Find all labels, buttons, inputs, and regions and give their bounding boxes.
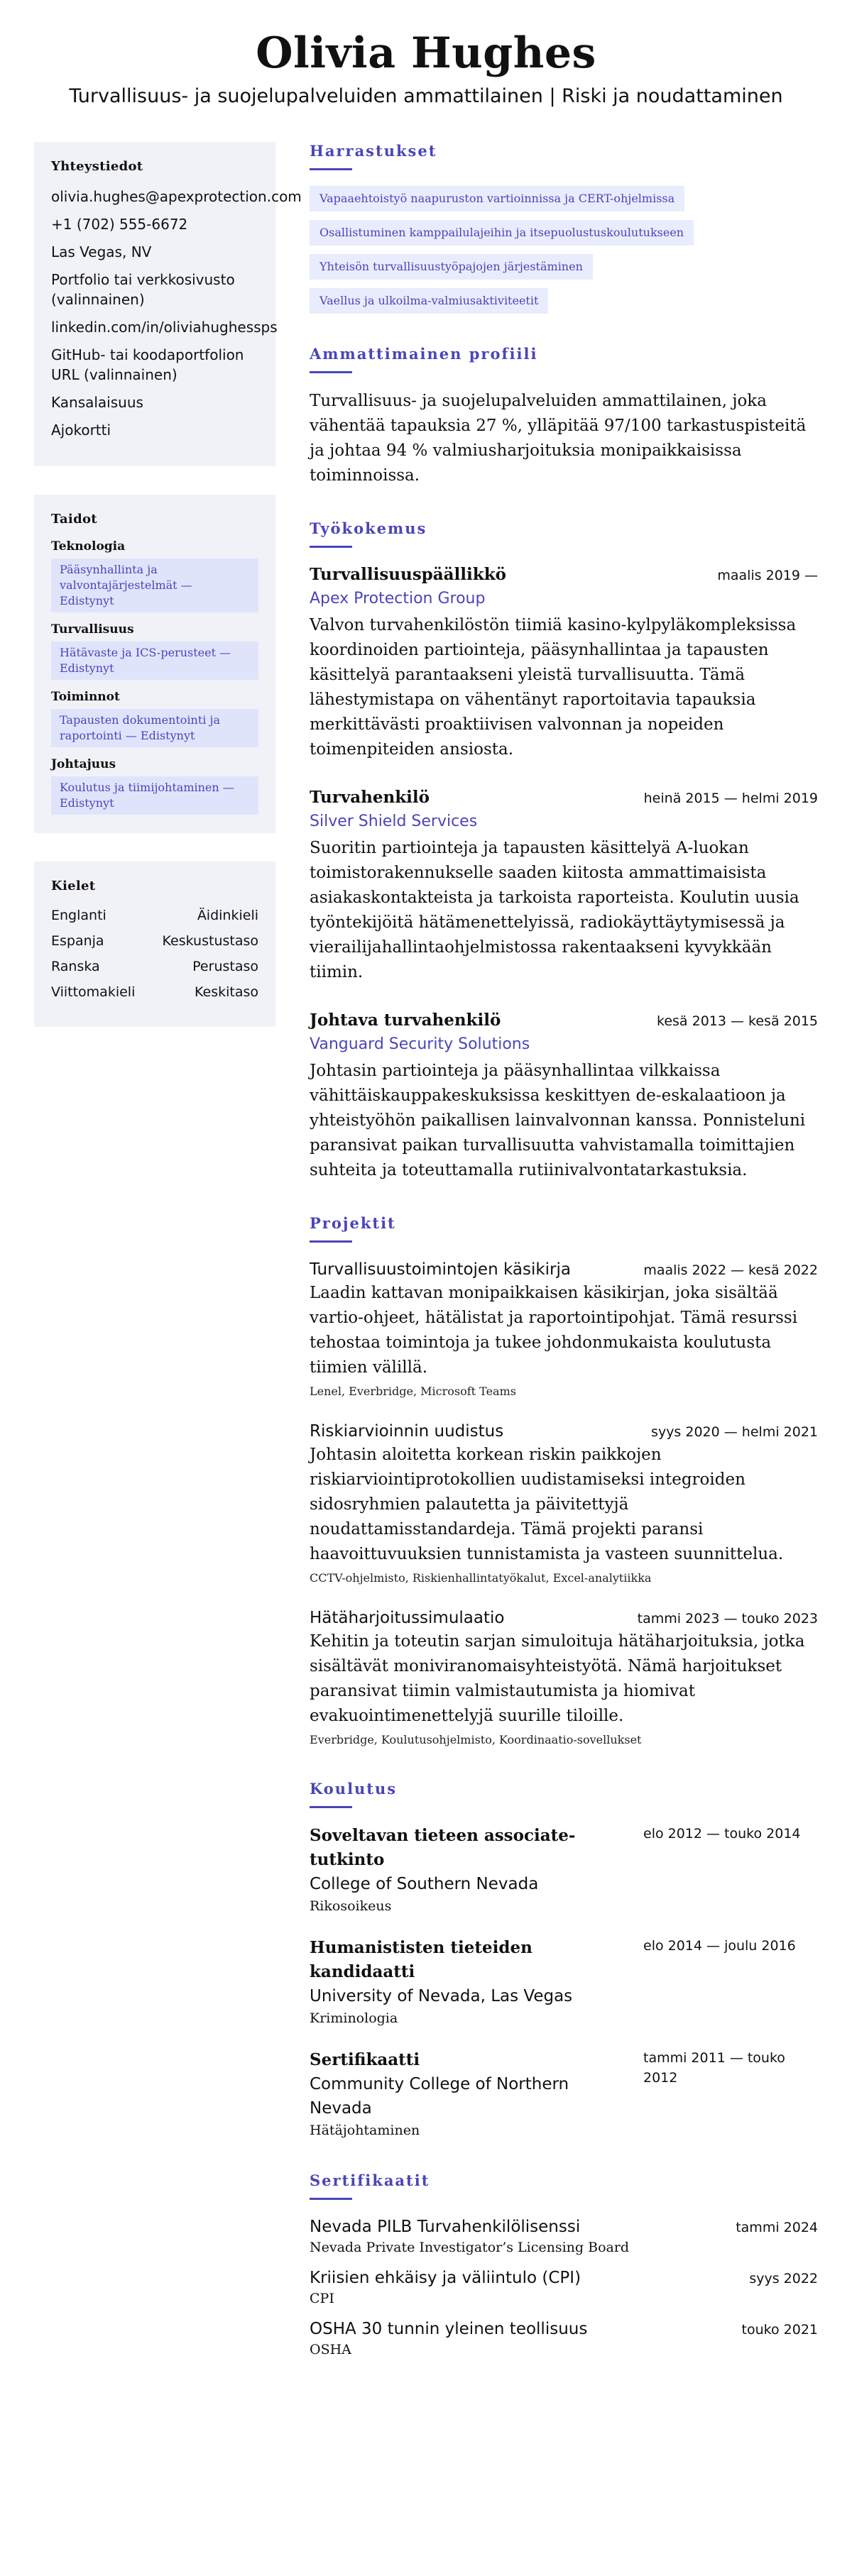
- contact-title: Yhteystiedot: [51, 159, 143, 174]
- language-row: [51, 983, 258, 1002]
- language-name: Viittomakieli: [51, 984, 136, 1000]
- language-row: [51, 932, 258, 951]
- language-name: Espanja: [51, 933, 104, 949]
- job-entry: [310, 786, 818, 985]
- certification-entry: [310, 2216, 818, 2257]
- language-level: Äidinkieli: [197, 908, 258, 923]
- project-header: [310, 1258, 818, 1281]
- education-school: Community College of Northern Nevada: [310, 2075, 569, 2118]
- project-date: tammi 2023 — touko 2023: [637, 1611, 818, 1626]
- language-name: Englanti: [51, 908, 106, 923]
- project-name: Riskiarvioinnin uudistus: [310, 1422, 504, 1441]
- project-entry: [310, 1258, 818, 1400]
- job-date: heinä 2015 — helmi 2019: [643, 791, 818, 806]
- project-description: Johtasin aloitetta korkean riskin paikkojen riskiarviointiprotokollien uudistamiseksi integroiden sidosryhmien palautetta ja päivitettyjä noudattamisstandardeja. Tämä projekti paransi haavoittuvuuksien tunnistamista ja vasteen suunnittelua.: [310, 1446, 784, 1563]
- projects-title: Projektit: [310, 1214, 396, 1232]
- experience-title: Työkokemus: [310, 519, 427, 537]
- experience-section: [310, 519, 818, 1183]
- skill-category: Teknologia: [51, 539, 126, 554]
- projects-section: [310, 1214, 818, 1749]
- project-entry: [310, 1420, 818, 1587]
- contact-phone[interactable]: +1 (702) 555-6672: [51, 216, 188, 233]
- certifications-section: [310, 2172, 818, 2359]
- education-entry: [310, 1936, 818, 2028]
- contact-panel: [34, 142, 302, 466]
- language-level: Perustaso: [192, 959, 258, 974]
- section-divider: [310, 2198, 352, 2200]
- job-entry: [310, 563, 818, 762]
- education-school: College of Southern Nevada: [310, 1875, 539, 1893]
- job-description: Valvon turvahenkilöstön tiimiä kasino-kylpyläkompleksissa koordinoiden partiointeja, pääsynhallintaa ja tapausten käsittelyä parantaakseni yleistä turvallisuutta. Tämä lähestymistapa on vähentänyt raportoitavia tapauksia merkittävästi proaktiivisen valvonnan ja nopeiden toimenpiteiden ansiosta.: [310, 616, 797, 759]
- certification-name: Kriisien ehkäisy ja väliintulo (CPI): [310, 2269, 581, 2287]
- section-divider: [310, 1240, 352, 1243]
- education-field: Kriminologia: [310, 2010, 398, 2026]
- education-entry: [310, 2048, 818, 2140]
- education-school: University of Nevada, Las Vegas: [310, 1987, 573, 2005]
- education-date: tammi 2011 — touko 2012: [643, 2050, 785, 2086]
- language-row: [51, 957, 258, 976]
- profile-summary: Turvallisuus- ja suojelupalveluiden ammattilainen, joka vähentää tapauksia 27 %, ylläpitää 97/100 tarkastuspisteitä ja johtaa 94 % valmiusharjoituksia monipaikkaisissa toiminnoissa.: [310, 392, 807, 485]
- skills-title: Taidot: [51, 512, 97, 527]
- skill-item: Tapausten dokumentointi ja raportointi — Edistynyt: [51, 709, 258, 747]
- project-description: Kehitin ja toteutin sarjan simuloituja hätäharjoituksia, jotka sisältävät moniviranomaisyhteistyötä. Nämä harjoitukset paransivat tiimin valmistautumista ja hiomivat evakuointimenettelyjä suurille tiloille.: [310, 1632, 805, 1725]
- project-entry: [310, 1607, 818, 1749]
- job-company: Apex Protection Group: [310, 590, 486, 607]
- job-header: [310, 786, 818, 809]
- language-name: Ranska: [51, 959, 100, 974]
- profile-title: Ammattimainen profiili: [310, 345, 538, 363]
- certification-date: tammi 2024: [736, 2220, 818, 2235]
- job-header: [310, 563, 818, 586]
- section-divider: [310, 371, 352, 373]
- education-degree: Humanististen tieteiden kandidaatti: [310, 1938, 532, 1981]
- section-divider: [310, 1806, 352, 1808]
- education-field: Hätäjohtaminen: [310, 2123, 420, 2138]
- contact-citizenship: Kansalaisuus: [51, 394, 143, 411]
- contact-location: Las Vegas, NV: [51, 243, 152, 260]
- project-header: [310, 1420, 818, 1443]
- contact-email[interactable]: olivia.hughes@apexprotection.com: [51, 188, 302, 205]
- hobby-chip: Yhteisön turvallisuustyöpajojen järjestäminen: [310, 254, 593, 280]
- skill-item: Koulutus ja tiimijohtaminen — Edistynyt: [51, 776, 258, 815]
- certification-entry: [310, 2267, 818, 2308]
- hobbies-section: [310, 142, 818, 314]
- profile-section: [310, 345, 818, 488]
- job-date: kesä 2013 — kesä 2015: [657, 1013, 818, 1029]
- skill-item: Hätävaste ja ICS-perusteet — Edistynyt: [51, 642, 258, 680]
- contact-portfolio[interactable]: Portfolio tai verkkosivusto (valinnainen): [51, 271, 235, 308]
- certification-name: Nevada PILB Turvahenkilölisenssi: [310, 2218, 581, 2236]
- certification-issuer: Nevada Private Investigator’s Licensing Board: [310, 2240, 630, 2255]
- education-date: elo 2012 — touko 2014: [643, 1826, 801, 1842]
- sidebar: [34, 142, 302, 1055]
- hobby-chip: Osallistuminen kamppailulajeihin ja itsepuolustuskoulutukseen: [310, 220, 694, 246]
- certification-header: [310, 2267, 818, 2289]
- language-level: Keskustustaso: [162, 933, 258, 949]
- skills-panel: [34, 495, 275, 833]
- certification-issuer: OSHA: [310, 2342, 351, 2357]
- education-details: [310, 1824, 622, 1916]
- language-level: Keskitaso: [195, 984, 258, 1000]
- languages-title: Kielet: [51, 879, 96, 893]
- certification-entry: [310, 2318, 818, 2359]
- languages-panel: [34, 862, 275, 1027]
- person-name: Olivia Hughes: [256, 28, 596, 78]
- education-details: [310, 2048, 622, 2140]
- project-technologies: Everbridge, Koulutusohjelmisto, Koordinaatio-sovellukset: [310, 1733, 642, 1746]
- certification-name: OSHA 30 tunnin yleinen teollisuus: [310, 2320, 588, 2338]
- education-date: elo 2014 — joulu 2016: [643, 1938, 796, 1954]
- contact-github[interactable]: GitHub- tai koodaportfolion URL (valinnainen): [51, 346, 244, 383]
- project-technologies: CCTV-ohjelmisto, Riskienhallintatyökalut, Excel-analytiikka: [310, 1571, 652, 1585]
- certification-date: syys 2022: [749, 2271, 818, 2286]
- education-title: Koulutus: [310, 1780, 398, 1798]
- project-date: maalis 2022 — kesä 2022: [643, 1262, 818, 1278]
- skill-item: Pääsynhallinta ja valvontajärjestelmät — Edistynyt: [51, 558, 258, 612]
- job-title: Turvahenkilö: [310, 788, 430, 807]
- section-divider: [310, 546, 352, 548]
- skill-category: Johtajuus: [51, 757, 116, 771]
- project-name: Turvallisuustoimintojen käsikirja: [310, 1260, 571, 1279]
- job-date: maalis 2019 —: [717, 568, 818, 583]
- hobbies-title: Harrastukset: [310, 142, 437, 160]
- job-header: [310, 1009, 818, 1032]
- project-technologies: Lenel, Everbridge, Microsoft Teams: [310, 1385, 516, 1398]
- job-description: Suoritin partiointeja ja tapausten käsittelyä A-luokan toimistorakennukselle saaden kiitosta ammattimaisista asiakaskontakteista ja tarkoista raporteista. Koulutin uusia työntekijöitä hätämenettelyissä, radiokäyttäytymisessä ja vierailijahallintaohjelmistossa rakentaakseni kyvykkään tiimin.: [310, 839, 799, 981]
- certification-issuer: CPI: [310, 2291, 334, 2306]
- hobbies-list: [310, 186, 818, 314]
- contact-linkedin[interactable]: linkedin.com/in/oliviahughessps: [51, 319, 278, 336]
- project-description: Laadin kattavan monipaikkaisen käsikirjan, joka sisältää vartio-ohjeet, hätälistat ja raportointipohjat. Tämä resurssi tehostaa toimintoja ja tukee johdonmukaista koulutusta tiimien välillä.: [310, 1284, 798, 1377]
- certification-date: touko 2021: [741, 2322, 818, 2338]
- certifications-title: Sertifikaatit: [310, 2172, 430, 2189]
- resume-header: [0, 0, 852, 109]
- job-company: Silver Shield Services: [310, 813, 478, 830]
- job-title: Johtava turvahenkilö: [310, 1011, 501, 1030]
- certification-header: [310, 2216, 818, 2238]
- job-title: Turvallisuuspäällikkö: [310, 565, 506, 584]
- section-divider: [310, 168, 352, 170]
- hobby-chip: Vaellus ja ulkoilma-valmiusaktiviteetit: [310, 288, 548, 314]
- education-details: [310, 1936, 622, 2028]
- job-description: Johtasin partiointeja ja pääsynhallintaa vilkkaissa vähittäiskauppakeskuksissa keskittyen de-eskalaatioon ja yhteistyöhön paikallisen lainvalvonnan kanssa. Ponnisteluni paransivat paikan turvallisuutta vahvistamalla toimittajien suhteita ja toteuttamalla rutiinivalvontatarkastuksia.: [310, 1062, 806, 1179]
- skill-category: Turvallisuus: [51, 622, 134, 637]
- main-content: [310, 142, 818, 2390]
- person-headline: Turvallisuus- ja suojelupalveluiden ammattilainen | Riski ja noudattaminen: [69, 85, 783, 107]
- job-entry: [310, 1009, 818, 1183]
- education-field: Rikosoikeus: [310, 1898, 392, 1914]
- hobby-chip: Vapaaehtoistyö naapuruston vartioinnissa ja CERT-ohjelmissa: [310, 186, 684, 211]
- project-name: Hätäharjoitussimulaatio: [310, 1609, 505, 1627]
- project-date: syys 2020 — helmi 2021: [651, 1424, 818, 1440]
- skill-category: Toiminnot: [51, 690, 120, 704]
- education-section: [310, 1780, 818, 2140]
- education-degree: Soveltavan tieteen associate-tutkinto: [310, 1826, 576, 1869]
- language-row: [51, 906, 258, 925]
- education-degree: Sertifikaatti: [310, 2050, 420, 2069]
- project-header: [310, 1607, 818, 1629]
- job-company: Vanguard Security Solutions: [310, 1035, 530, 1053]
- certification-header: [310, 2318, 818, 2340]
- contact-license: Ajokortti: [51, 422, 111, 439]
- education-entry: [310, 1824, 818, 1916]
